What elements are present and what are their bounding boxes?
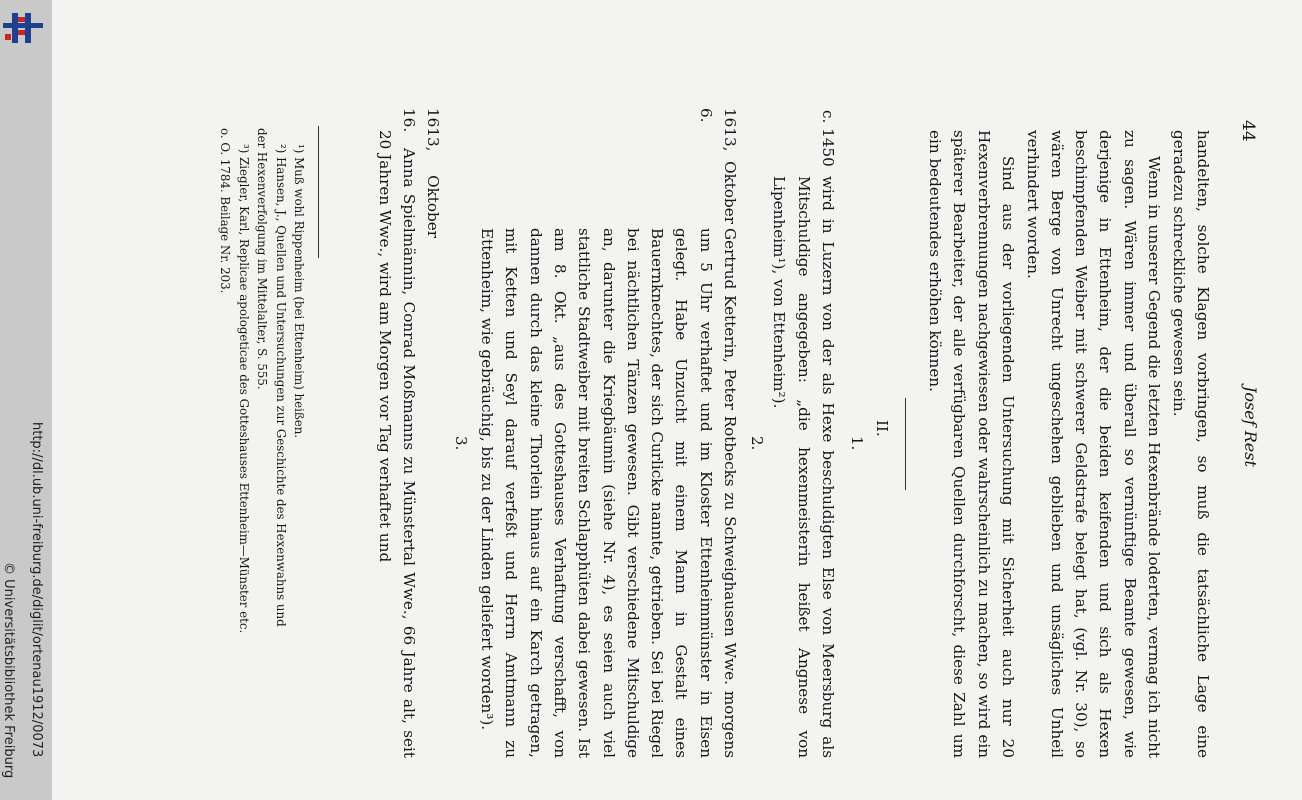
- copyright-notice: © Universitätsbibliothek Freiburg: [1, 562, 16, 779]
- entry-3-date: 1613, Oktober 16.: [399, 108, 442, 238]
- running-header-author: Josef Rest: [1241, 386, 1260, 467]
- footnote-rule: [318, 126, 319, 258]
- footnote-2-line-2: der Hexenverfolgung im Mittelalter, S. 555.: [255, 128, 270, 390]
- scanned-page: [52, 0, 1302, 800]
- footnotes: [216, 128, 308, 768]
- sidebar: [0, 0, 52, 800]
- entry-number-3: 3.: [452, 436, 470, 451]
- entry-1-text: wird in Luzern von der als Hexe beschuldigten Else von Meersburg als Mitschuldige angegeben: „die hexenmeisterin heißet Angnese von Lipenheim¹), von Ettenheim²).: [770, 176, 837, 758]
- entry-number-1: 1.: [848, 436, 866, 451]
- section-rule: [905, 398, 906, 490]
- page-content: [52, 0, 1302, 800]
- section-heading: II.: [873, 420, 891, 437]
- entry-3-text: Anna Spielmännin, Conrad Moßmanns zu Münstertal Wwe., 66 Jahre alt, seit 20 Jahren Wwe., wird am Morgen vor Tag verhaftet und: [375, 130, 418, 758]
- footnote-1: ¹) Muß wohl Rippenheim (bei Ettenheim) heißen.: [292, 144, 306, 439]
- entry-2-date: 1613, Oktober 6.: [696, 108, 739, 224]
- university-library-logo: [3, 8, 43, 48]
- intro-paragraph-1: handelten, solche Klagen vorbringen, so muß die tatsächliche Lage eine geradezu schreckliche gewesen sein.: [1169, 130, 1212, 758]
- source-url-link[interactable]: http://dl.ub.uni-freiburg.de/diglit/ortenau1912/0073: [29, 422, 44, 758]
- footnote-2-line-1: ²) Hansen, J., Quellen und Untersuchungen zur Geschichte des Hexenwahns und: [273, 144, 288, 627]
- footnote-3-line-2: o. O. 1784. Beilage Nr. 203.: [218, 128, 233, 294]
- intro-paragraph-3: Sind aus der vorliegenden Untersuchung mit Sicherheit auch nur 20 Hexenverbrennungen nachgewiesen oder wahrscheinlich zu machen, so wird ein späterer Bearbeiter, der alle verfügbaren Quellen durchforscht, diese Zahl um ein bedeutendes erhöhen können.: [926, 130, 1017, 758]
- footnote-3-line-1: ³) Ziegler, Karl, Replicae apologeticae des Gotteshauses Ettenheim—Münster etc.: [236, 144, 251, 634]
- entry-1-date: c. 1450: [819, 110, 837, 167]
- entry-2-text: Gertrud Ketterin, Peter Rotbecks zu Schweighausen Wwe. morgens um 5 Uhr verhaftet und im Kloster Ettenheimmünster in Eisen gelegt. Habe Unzucht mit einem Mann in Gestalt eines Bauernknechtes, der sich Curlicke nannte, getrieben. Sei bei Riegel bei nächtlichen Tänzen gewesen. Gibt verschiedene Mitschuldige an, darunter die Kriegbäumin (siehe Nr. 4), es seien auch viel stattliche Stadtweiber mit breiten Schlapphüten dabei gewesen. Ist am 8. Okt. „aus des Gotteshauses Verhaftung verschafft, von dannen durch das kleine Thorlein hinaus auf ein Karch getragen, mit Ketten und Seyl darauf verfeßt und Herrn Amtmann zu Ettenheim, wie gebräuchig, bis zu der Linden geliefert worden³).: [478, 228, 739, 758]
- page-number: 44: [1238, 120, 1258, 142]
- intro-paragraph-2: Wenn in unserer Gegend die letzten Hexenbrände loderten, vermag ich nicht zu sagen. Wären immer und überall so vernünftige Beamte gewesen, wie derjenige in Ettenheim, der die beiden keifenden und sich als Hexen beschimpfenden Weiber mit schwerer Geldstrafe belegt hat, (vgl. Nr. 30), so wären Berge von Unrecht ungeschehen geblieben und unsägliches Unheil verhindert worden.: [1023, 130, 1163, 758]
- entry-number-2: 2.: [748, 436, 766, 451]
